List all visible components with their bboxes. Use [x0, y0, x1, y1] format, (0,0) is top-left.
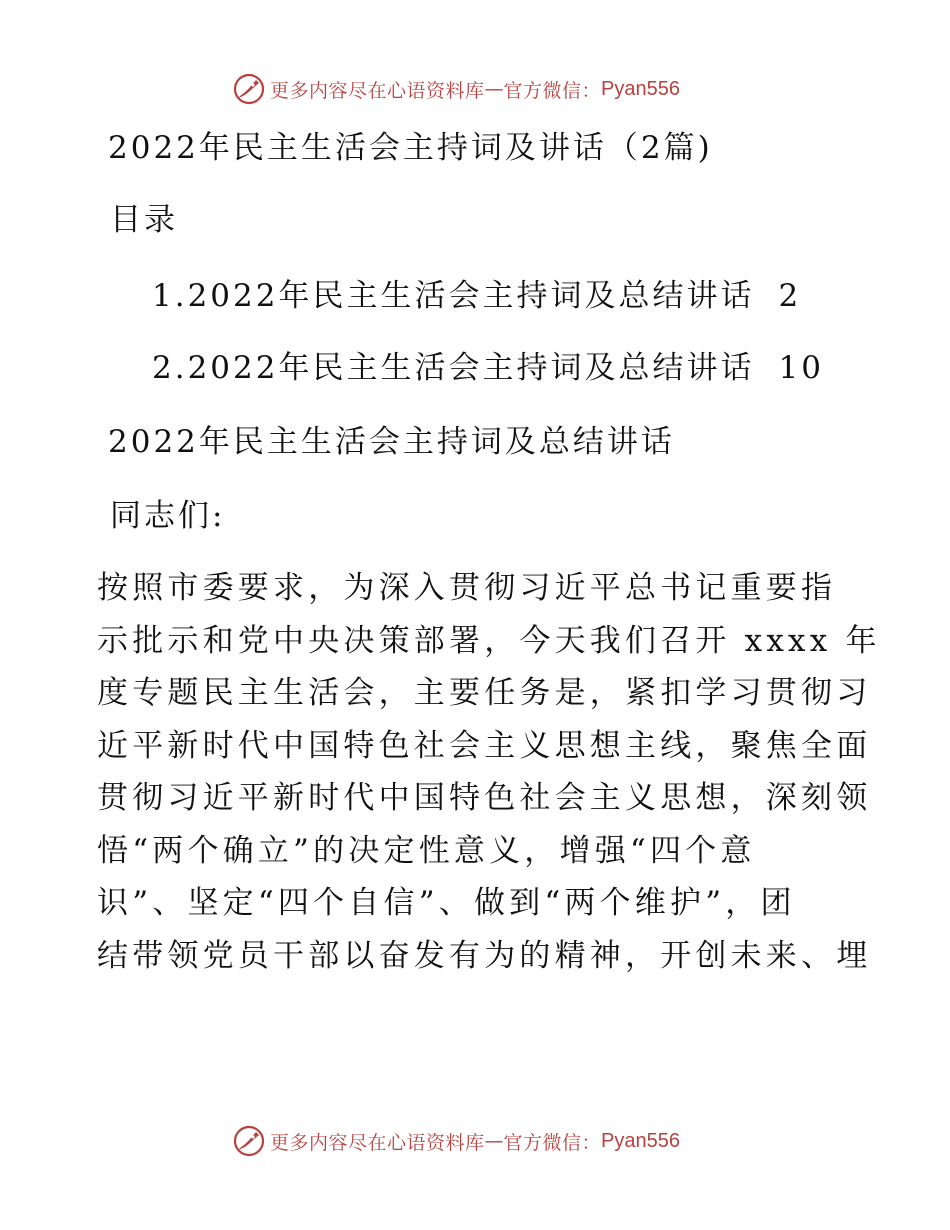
- toc-entry-page: 10: [778, 350, 824, 386]
- body-line: 结带领党员干部以奋发有为的精神，开创未来、埋: [97, 937, 872, 974]
- body-line: 近平新时代中国特色社会主义思想主线，聚焦全面: [97, 727, 872, 764]
- toc-entry[interactable]: [152, 276, 801, 316]
- toc-entry[interactable]: [152, 348, 824, 388]
- document-title: 2022年民主生活会主持词及讲话（2篇): [108, 130, 713, 166]
- watermark-contact: 官方微信：: [503, 79, 602, 102]
- body-line: 度专题民主生活会，主要任务是，紧扣学习贯彻习: [97, 675, 872, 711]
- watermark-handle: Pyan556: [601, 1129, 680, 1152]
- fountain-pen-circle-icon: [232, 72, 266, 106]
- toc-entry-page: 2: [778, 278, 802, 314]
- toc-entry-label: 1.2022年民主生活会主持词及总结讲话: [152, 278, 755, 314]
- body-paragraph: [97, 568, 881, 988]
- footer-watermark: [232, 1124, 680, 1158]
- header-watermark: [232, 72, 680, 106]
- watermark-dash: —: [484, 1130, 504, 1152]
- body-line: 示批示和党中央决策部署，今天我们召开 xxxx 年: [97, 622, 881, 659]
- fountain-pen-circle-icon: [232, 1124, 266, 1158]
- watermark-handle: Pyan556: [601, 77, 680, 100]
- salutation: 同志们:: [110, 498, 226, 534]
- toc-entry-label: 2.2022年民主生活会主持词及总结讲话: [152, 350, 755, 386]
- watermark-text: 更多内容尽在心语资料库: [270, 1131, 485, 1154]
- section-heading: 2022年民主生活会主持词及总结讲话: [108, 424, 675, 460]
- watermark-text: 更多内容尽在心语资料库: [270, 79, 485, 102]
- watermark-contact: 官方微信：: [503, 1131, 602, 1154]
- body-line: 悟“两个确立”的决定性意义，增强“四个意: [97, 832, 756, 869]
- body-line: 按照市委要求，为深入贯彻习近平总书记重要指: [97, 570, 837, 606]
- body-line: 贯彻习近平新时代中国特色社会主义思想，深刻领: [97, 780, 872, 816]
- body-line: 识”、坚定“四个自信”、做到“两个维护”，团: [97, 885, 796, 921]
- toc-heading: 目录: [110, 202, 178, 238]
- watermark-dash: —: [484, 78, 504, 100]
